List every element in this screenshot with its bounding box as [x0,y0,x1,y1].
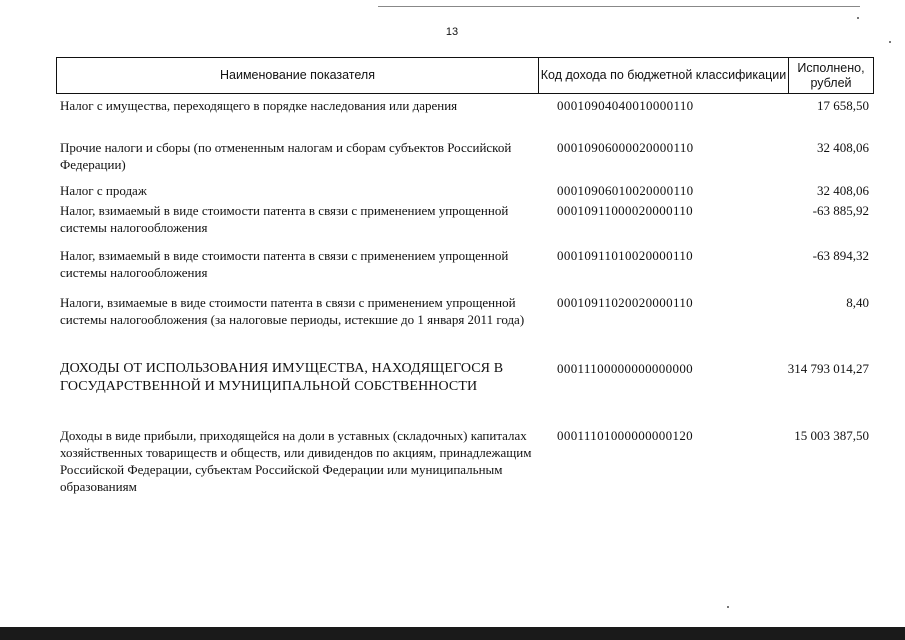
row-code: 00011101000000000120 [557,428,694,443]
row-name: Доходы в виде прибыли, приходящейся на доли в уставных (складочных) капиталах хозяйственных товариществ и обществ, или дивидендов по акциям, принадлежащим Российской Федерации, субъектам Российской Федерации или муниципальным образованиям [60,428,532,494]
row-executed: 314 793 014,27 [787,361,869,376]
page-number: 13 [445,26,459,38]
row-executed: -63 885,92 [812,203,869,218]
row-name: Налоги, взимаемые в виде стоимости патента в связи с применением упрощенной системы налогообложения (за налоговые периоды, истекшие до 1 января 2011 года) [60,295,525,327]
row-name: Прочие налоги и сборы (по отмененным налогам и сборам субъектов Российской Федерации) [60,140,512,172]
row-executed: 15 003 387,50 [794,428,869,443]
scan-bottom-edge [0,627,905,640]
row-executed: 8,40 [846,295,869,310]
scan-speck [857,17,859,19]
row-code: 00010906000020000110 [557,140,694,155]
row-executed: -63 894,32 [812,248,869,263]
row-code: 00011100000000000000 [557,361,694,376]
header-executed: Исполнено, рублей [788,58,873,93]
scan-speck [727,606,729,608]
row-name: Налог с имущества, переходящего в порядке наследования или дарения [60,98,458,113]
row-code: 00010906010020000110 [557,183,694,198]
row-name: Налог, взимаемый в виде стоимости патента в связи с применением упрощенной системы налогообложения [60,248,509,280]
row-code: 00010911010020000110 [557,248,694,263]
row-executed: 32 408,06 [817,140,869,155]
row-code: 00010911020020000110 [557,295,694,310]
scan-speck [889,41,891,43]
row-name: Налог, взимаемый в виде стоимости патента в связи с применением упрощенной системы налогообложения [60,203,509,235]
row-executed: 32 408,06 [817,183,869,198]
scan-edge-line [378,6,860,7]
header-name: Наименование показателя [220,68,375,82]
table-header [56,57,874,94]
header-code: Код дохода по бюджетной классификации [538,58,788,93]
row-code: 00010904040010000110 [557,98,694,113]
row-name: Налог с продаж [60,183,147,198]
row-name: ДОХОДЫ ОТ ИСПОЛЬЗОВАНИЯ ИМУЩЕСТВА, НАХОДЯЩЕГОСЯ В ГОСУДАРСТВЕННОЙ И МУНИЦИПАЛЬНОЙ СОБСТВЕННОСТИ [60,361,504,394]
row-executed: 17 658,50 [817,98,869,113]
row-code: 00010911000020000110 [557,203,694,218]
